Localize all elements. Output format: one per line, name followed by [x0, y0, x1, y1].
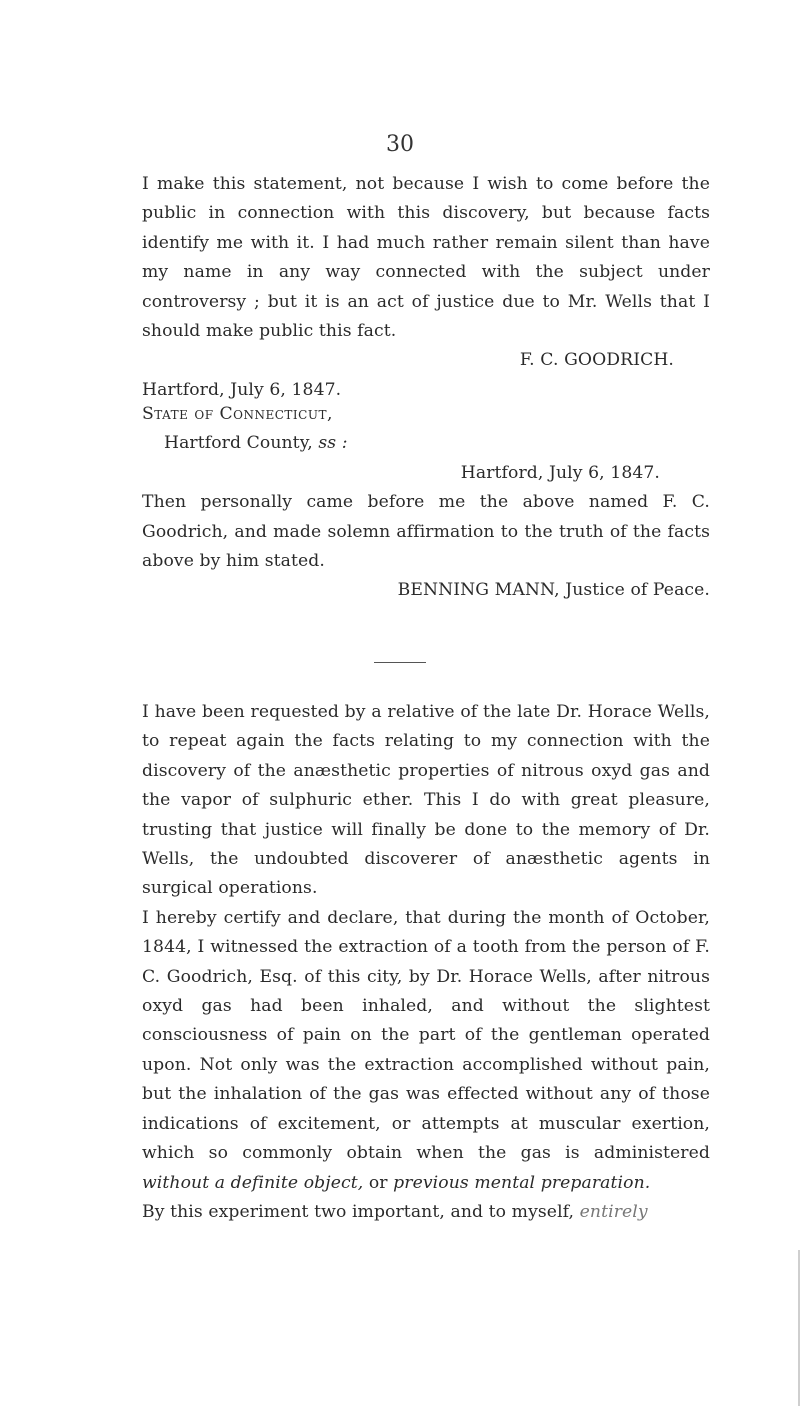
affidavit-paragraph: Then personally came before me the above named F. C. Goodrich, and made solemn affirmation to the truth of the facts above by him stated.: [142, 492, 710, 572]
affidavit-county-ss: ss :: [318, 433, 348, 454]
affidavit-block: [142, 400, 710, 606]
letter-paragraph-3: [142, 1198, 710, 1227]
statement-signature: F. C. GOODRICH.: [519, 350, 674, 371]
letter-block: [142, 698, 710, 1227]
letter-paragraph-2-mid: or: [363, 1172, 394, 1193]
letter-paragraph-2-start: I hereby certify and declare, that during the month of October, 1844, I witnessed the extraction of a tooth from the person of F. C. Goodrich, Esq. of this city, by Dr. Horace Wells, after nitrous oxyd gas had been inhaled, and without the slightest consciousness of pain on the part of the gentleman operated upon. Not only was the extraction accomplished without pain, but the inhalation of the gas was effected without any of those indications of excitement, or attempts at muscular exertion, which so commonly obtain when the gas is administered: [142, 907, 710, 1164]
page-number: 30: [386, 132, 414, 157]
statement-paragraph: I make this statement, not because I wish to come before the public in connection with this discovery, but because facts identify me with it. I had much rather remain silent than have my name in any way connected with the subject under controversy ; but it is an act of justice due to Mr. Wells that I should make public this fact.: [142, 174, 710, 342]
letter-paragraph-1: I have been requested by a relative of the late Dr. Horace Wells, to repeat again the facts relating to my connection with the discovery of the anæsthetic properties of nitrous oxyd gas and the vapor of sulphuric ether. This I do with great pleasure, trusting that justice will finally be done to the memory of Dr. Wells, the undoubted discoverer of anæsthetic agents in surgical operations.: [142, 702, 710, 899]
affidavit-place-date: Hartford, July 6, 1847.: [460, 462, 660, 483]
letter-italic-definite-object: without a definite object,: [142, 1172, 364, 1193]
statement-place-date: Hartford, July 6, 1847.: [142, 379, 342, 400]
affidavit-state: State of Connecticut,: [142, 404, 333, 424]
section-divider: [0, 662, 800, 663]
letter-italic-entirely: entirely: [579, 1201, 648, 1222]
affidavit-county: [142, 429, 710, 458]
affidavit-signature: BENNING MANN, Justice of Peace.: [397, 580, 710, 601]
affidavit-county-name: Hartford County,: [164, 433, 319, 454]
letter-paragraph-3-start: By this experiment two important, and to myself,: [142, 1201, 580, 1222]
letter-italic-mental-preparation: previous mental preparation.: [393, 1172, 651, 1193]
statement-block: [142, 170, 710, 405]
letter-paragraph-2: [142, 904, 710, 1198]
